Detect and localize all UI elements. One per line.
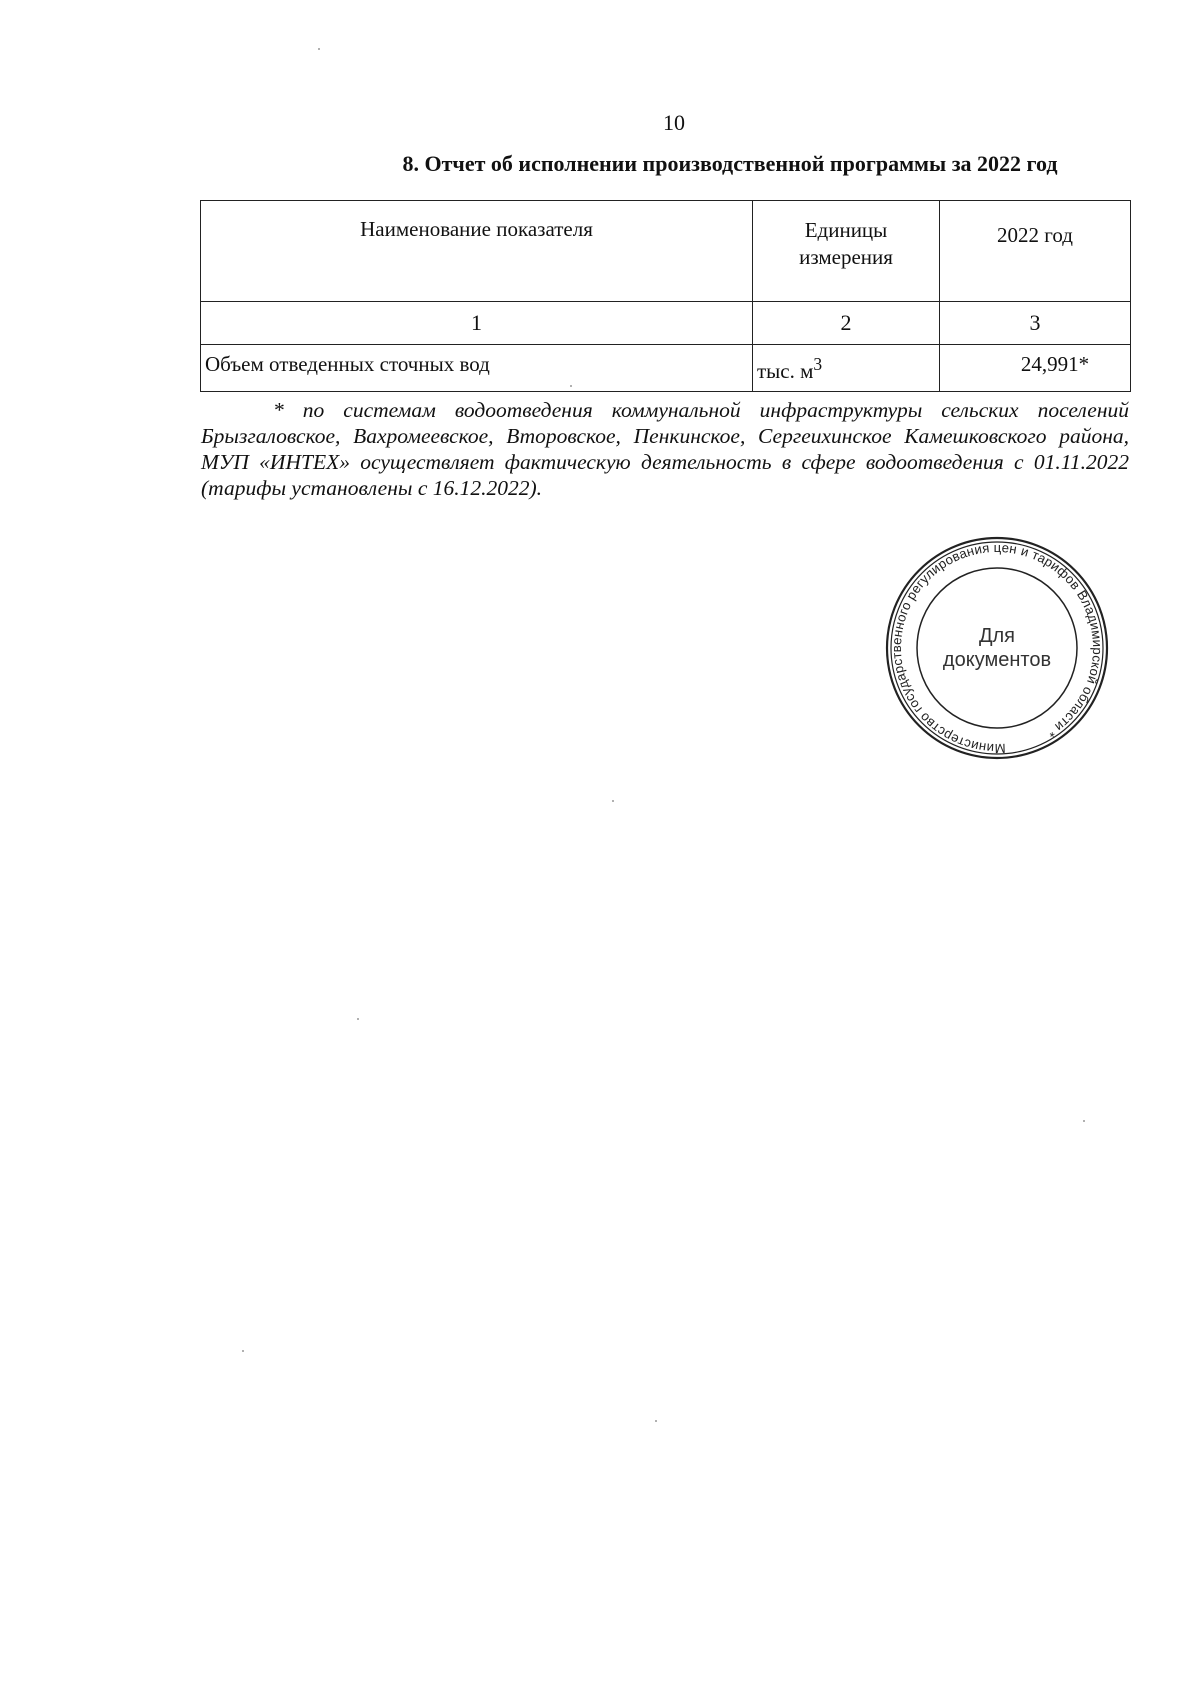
header-name <box>201 201 753 302</box>
table-header-row <box>201 201 1131 302</box>
header-year <box>940 201 1131 302</box>
header-units <box>753 201 940 302</box>
column-number-2: 2 <box>753 302 940 345</box>
column-number-3: 3 <box>940 302 1131 345</box>
row-value: 24,991* <box>940 345 1131 392</box>
scan-speck <box>570 385 572 387</box>
row-unit-superscript: 3 <box>813 354 823 374</box>
column-number-row <box>201 302 1131 345</box>
scan-speck <box>612 800 614 802</box>
row-unit-text: тыс. м <box>757 359 814 383</box>
stamp-center-line2: документов <box>942 649 1052 671</box>
official-stamp <box>882 533 1112 763</box>
stamp-center-line1: Для <box>978 625 1016 647</box>
stamp-center <box>882 533 1112 763</box>
scan-speck <box>655 1420 657 1422</box>
table-row <box>201 345 1131 392</box>
page-number: 10 <box>663 110 685 135</box>
report-table <box>200 200 1131 392</box>
footnote: * по системам водоотведения коммунальной инфраструктуры сельских поселений Брызгаловское, Вахромеевское, Второвское, Пенкинское, Сергеихинское Камешковского района, МУП «ИНТЕХ» осуществляет фактическую деятельность в сфере водоотведения с 01.11.2022 (тарифы установлены с 16.12.2022). <box>201 398 1129 500</box>
scan-speck <box>318 48 320 50</box>
row-unit <box>753 345 940 392</box>
header-units-line2: измерения <box>799 245 893 269</box>
row-name: Объем отведенных сточных вод <box>201 345 753 392</box>
header-units-line1: Единицы <box>804 218 888 242</box>
header-name-text: Наименование показателя <box>360 217 593 241</box>
stamp-ring-text: Министерство государственного регулирования цен и тарифов Владимирской области * <box>888 539 1106 757</box>
column-number-1: 1 <box>201 302 753 345</box>
scan-speck <box>357 1018 359 1020</box>
scan-speck <box>242 1350 244 1352</box>
scan-speck <box>1083 1120 1085 1122</box>
header-year-text: 2022 год <box>997 223 1073 247</box>
document-title: 8. Отчет об исполнении производственной программы за 2022 год <box>402 151 1058 176</box>
